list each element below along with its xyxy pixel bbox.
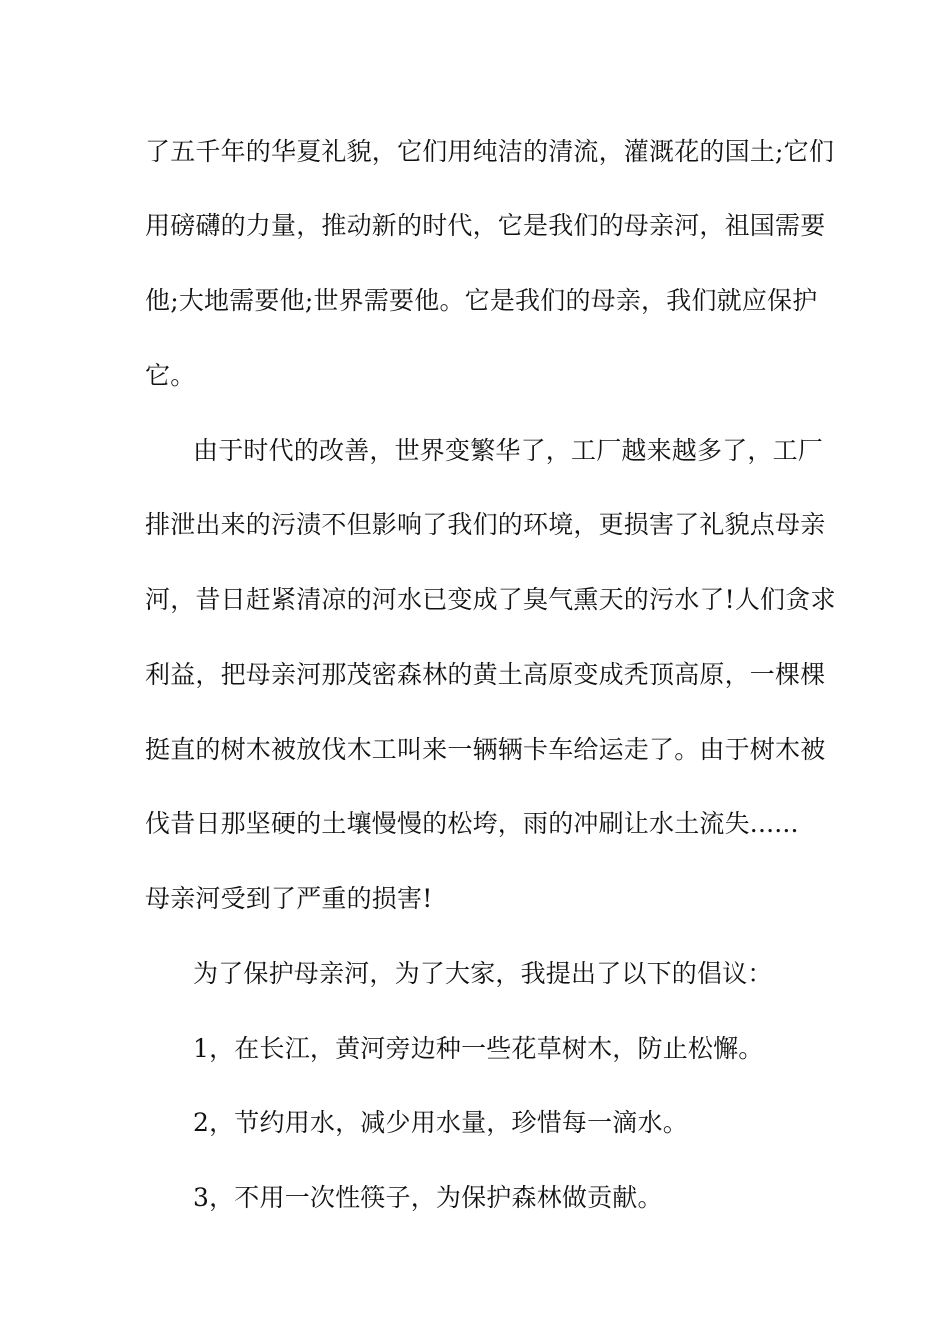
paragraph-line: 挺直的树木被放伐木工叫来一辆辆卡车给运走了。由于树木被 [145, 735, 826, 764]
paragraph-line: 利益，把母亲河那茂密森林的黄土高原变成秃顶高原，一棵棵 [145, 660, 826, 689]
paragraph-line: 排泄出来的污渍不但影响了我们的环境，更损害了礼貌点母亲 [145, 510, 826, 539]
paragraph-line: 它。 [145, 361, 196, 390]
list-item: 3，不用一次性筷子，为保护森林做贡献。 [193, 1183, 663, 1212]
paragraph-line: 河，昔日赶紧清凉的河水已变成了臭气熏天的污水了!人们贪求 [145, 585, 836, 614]
paragraph-line: 由于时代的改善，世界变繁华了，工厂越来越多了，工厂 [193, 436, 824, 465]
paragraph-line: 母亲河受到了严重的损害! [145, 884, 433, 913]
paragraph-line: 伐昔日那坚硬的土壤慢慢的松垮，雨的冲刷让水土流失...... [145, 809, 799, 838]
paragraph-line: 用磅礴的力量，推动新的时代，它是我们的母亲河，祖国需要 [145, 211, 826, 240]
paragraph-line: 了五千年的华夏礼貌，它们用纯洁的清流，灌溉花的国土;它们 [145, 137, 835, 166]
list-item: 2，节约用水，减少用水量，珍惜每一滴水。 [193, 1108, 688, 1137]
list-item: 1，在长江，黄河旁边种一些花草树木，防止松懈。 [193, 1034, 764, 1063]
paragraph-line: 他;大地需要他;世界需要他。它是我们的母亲，我们就应保护 [145, 286, 818, 315]
paragraph-line: 为了保护母亲河，为了大家，我提出了以下的倡议： [193, 959, 773, 988]
